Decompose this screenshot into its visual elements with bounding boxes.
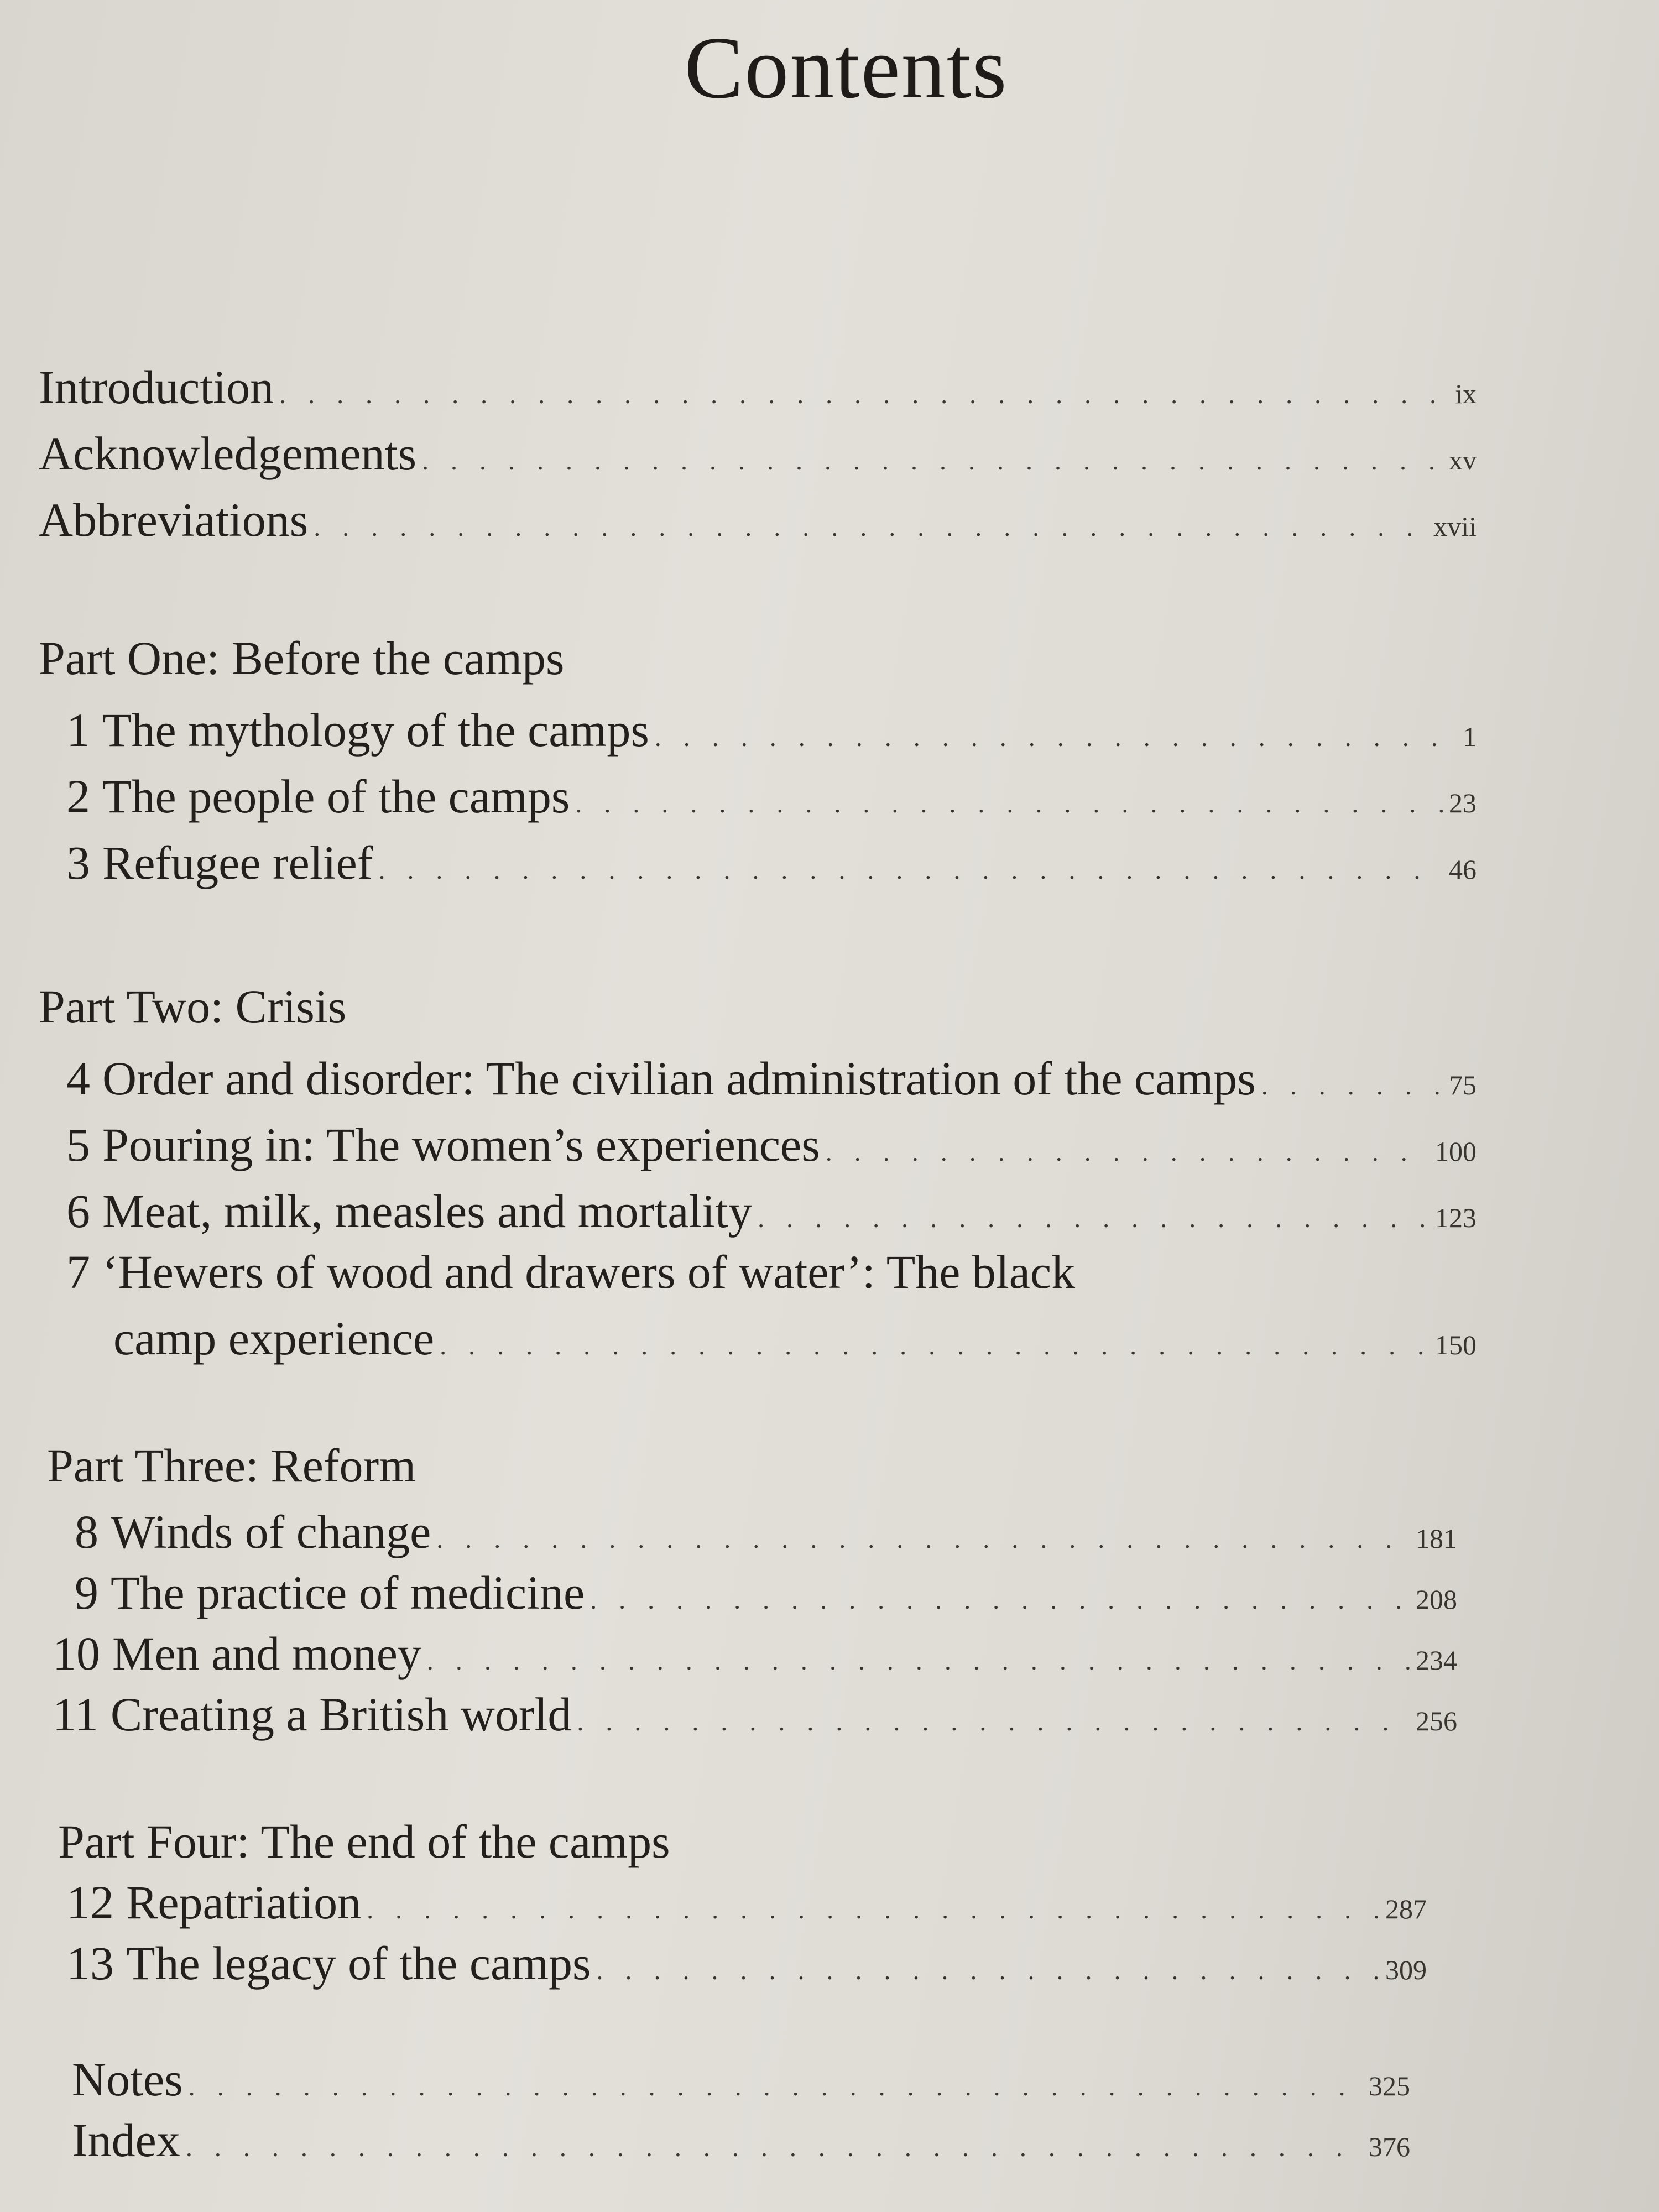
toc-entry-index bbox=[72, 2112, 1410, 2168]
dot-leader bbox=[440, 1331, 1430, 1361]
entry-label: Index bbox=[72, 2114, 180, 2167]
entry-label: Pouring in: The women’s experiences bbox=[102, 1118, 820, 1171]
entry-label: Introduction bbox=[39, 361, 274, 414]
dot-leader bbox=[367, 1895, 1380, 1925]
entry-page-number: ix bbox=[1455, 378, 1477, 409]
entry-label: Abbreviations bbox=[39, 493, 309, 546]
entry-page-number: 256 bbox=[1416, 1705, 1457, 1736]
dot-leader bbox=[758, 1203, 1430, 1234]
entry-label: Winds of change bbox=[111, 1505, 431, 1558]
entry-page-number: 234 bbox=[1416, 1645, 1457, 1676]
chapter-number: 4 bbox=[66, 1052, 90, 1105]
dot-leader bbox=[590, 1585, 1410, 1615]
chapter-number: 13 bbox=[66, 1937, 114, 1990]
toc-entry-chapter-first-line bbox=[66, 1244, 1075, 1300]
chapter-number: 5 bbox=[66, 1118, 90, 1171]
toc-entry-chapter bbox=[66, 1936, 1427, 1991]
toc-entry-chapter bbox=[75, 1565, 1457, 1620]
part-heading: Part One: Before the camps bbox=[39, 632, 565, 685]
dot-leader bbox=[189, 2072, 1363, 2102]
entry-label: Notes bbox=[72, 2053, 183, 2106]
page-title: Contents bbox=[684, 18, 1008, 117]
chapter-number: 12 bbox=[66, 1876, 114, 1929]
part-heading: Part Three: Reform bbox=[47, 1439, 416, 1492]
chapter-number: 10 bbox=[53, 1627, 100, 1680]
entry-page-number: xvii bbox=[1433, 511, 1477, 542]
toc-entry-chapter bbox=[66, 769, 1477, 824]
toc-entry-notes bbox=[72, 2052, 1410, 2107]
toc-entry-chapter bbox=[66, 1051, 1477, 1106]
entry-page-number: 123 bbox=[1435, 1202, 1477, 1233]
toc-entry-chapter bbox=[66, 835, 1477, 890]
dot-leader bbox=[436, 1524, 1410, 1554]
dot-leader bbox=[314, 512, 1428, 542]
entry-label: Order and disorder: The civilian administration of the camps bbox=[102, 1052, 1256, 1105]
chapter-number: 2 bbox=[66, 770, 90, 823]
toc-entry-introduction bbox=[39, 359, 1477, 415]
entry-page-number: 150 bbox=[1435, 1329, 1477, 1360]
entry-label: Refugee relief bbox=[102, 836, 373, 889]
toc-entry-abbreviations bbox=[39, 492, 1477, 547]
toc-entry-chapter bbox=[66, 1183, 1477, 1239]
entry-page-number: 1 bbox=[1463, 721, 1477, 752]
chapter-number: 3 bbox=[66, 836, 90, 889]
entry-page-number: 287 bbox=[1385, 1893, 1427, 1924]
toc-entry-chapter bbox=[53, 1687, 1457, 1742]
entry-label: The people of the camps bbox=[102, 770, 570, 823]
dot-leader bbox=[575, 789, 1443, 819]
part-heading: Part Four: The end of the camps bbox=[58, 1815, 670, 1868]
toc-entry-chapter-continuation bbox=[113, 1311, 1477, 1366]
dot-leader bbox=[826, 1137, 1430, 1167]
entry-label: Acknowledgements bbox=[39, 427, 417, 480]
toc-entry-chapter bbox=[75, 1504, 1457, 1559]
dot-leader bbox=[655, 722, 1457, 753]
entry-label: The legacy of the camps bbox=[126, 1937, 591, 1990]
entry-page-number: 309 bbox=[1385, 1954, 1427, 1985]
entry-page-number: 23 bbox=[1449, 787, 1477, 818]
toc-entry-chapter bbox=[66, 702, 1477, 758]
dot-leader bbox=[378, 855, 1443, 885]
entry-label: ‘Hewers of wood and drawers of water’: The black bbox=[102, 1245, 1076, 1298]
toc-entry-chapter bbox=[66, 1875, 1427, 1930]
entry-label-continuation: camp experience bbox=[113, 1312, 435, 1365]
entry-page-number: 100 bbox=[1435, 1136, 1477, 1167]
dot-leader bbox=[597, 1955, 1380, 1986]
entry-page-number: 181 bbox=[1416, 1523, 1457, 1554]
entry-page-number: 208 bbox=[1416, 1584, 1457, 1615]
chapter-number: 6 bbox=[66, 1185, 90, 1238]
toc-entry-chapter bbox=[66, 1117, 1477, 1172]
entry-label: The practice of medicine bbox=[111, 1566, 585, 1619]
entry-label: Creating a British world bbox=[110, 1688, 572, 1741]
dot-leader bbox=[1261, 1071, 1443, 1101]
dot-leader bbox=[577, 1707, 1410, 1737]
entry-page-number: 376 bbox=[1369, 2131, 1410, 2162]
chapter-number: 11 bbox=[53, 1688, 98, 1741]
toc-entry-acknowledgements bbox=[39, 426, 1477, 481]
chapter-number: 7 bbox=[66, 1245, 90, 1298]
entry-label: Meat, milk, measles and mortality bbox=[102, 1185, 753, 1238]
dot-leader bbox=[422, 446, 1443, 476]
dot-leader bbox=[279, 379, 1449, 410]
entry-page-number: 75 bbox=[1449, 1070, 1477, 1100]
entry-label: Men and money bbox=[112, 1627, 421, 1680]
chapter-number: 1 bbox=[66, 703, 90, 757]
entry-page-number: 46 bbox=[1449, 854, 1477, 885]
entry-page-number: 325 bbox=[1369, 2070, 1410, 2101]
entry-page-number: xv bbox=[1449, 445, 1477, 476]
chapter-number: 8 bbox=[75, 1505, 98, 1558]
toc-entry-chapter bbox=[53, 1626, 1457, 1681]
entry-label: The mythology of the camps bbox=[102, 703, 649, 757]
entry-label: Repatriation bbox=[126, 1876, 362, 1929]
dot-leader bbox=[427, 1646, 1410, 1676]
dot-leader bbox=[186, 2132, 1363, 2163]
chapter-number: 9 bbox=[75, 1566, 98, 1619]
part-heading: Part Two: Crisis bbox=[39, 980, 347, 1033]
